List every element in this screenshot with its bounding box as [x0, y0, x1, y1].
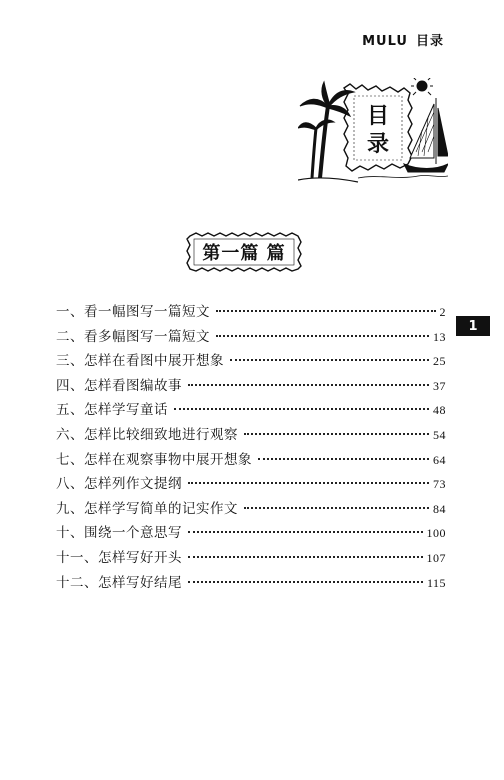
toc-dot-leader: [244, 507, 429, 509]
toc-entry-page: 64: [433, 452, 446, 467]
toc-entry-page: 54: [433, 427, 446, 442]
toc-entry-page: 73: [433, 477, 446, 492]
toc-entry[interactable]: [56, 497, 446, 522]
toc-dot-leader: [188, 482, 429, 484]
toc-entry-title: 十、围绕一个意思写: [56, 525, 182, 542]
toc-entry-page: 37: [433, 378, 446, 393]
toc-entry-title: 六、怎样比较细致地进行观察: [56, 426, 238, 443]
toc-entry[interactable]: [56, 571, 446, 596]
toc-entry-title: 一、看一幅图写一篇短文: [56, 304, 210, 320]
toc-entry[interactable]: [56, 398, 446, 423]
toc-dot-leader: [174, 408, 429, 410]
emblem-char-2: 录: [366, 132, 390, 157]
toc-entry-page: 115: [426, 575, 446, 590]
toc-dot-leader: [244, 433, 429, 435]
toc-entry-title: 七、怎样在观察事物中展开想象: [56, 451, 252, 468]
toc-entry[interactable]: [56, 349, 446, 374]
page-number-tab: 1: [456, 316, 490, 336]
emblem-char-1: 目: [366, 104, 390, 129]
toc-dot-leader: [188, 581, 423, 583]
running-header: [362, 30, 444, 49]
toc-entry[interactable]: [56, 374, 446, 399]
toc-entry-title: 三、怎样在看图中展开想象: [56, 353, 224, 370]
toc-entry-page: 2: [439, 305, 446, 319]
toc-dot-leader: [216, 310, 436, 312]
running-header-latin: MULU: [362, 34, 408, 49]
toc-entry-title: 十二、怎样写好结尾: [56, 574, 182, 591]
toc-entry-title: 五、怎样学写童话: [56, 402, 168, 419]
sun-icon: [411, 78, 433, 95]
toc-dot-leader: [230, 359, 429, 361]
toc-entry-page: 84: [433, 501, 446, 516]
toc-entry-title: 二、看多幅图写一篇短文: [56, 328, 210, 345]
toc-entry[interactable]: [56, 521, 446, 546]
toc-entry-page: 25: [433, 354, 446, 369]
running-header-chinese: 目录: [415, 34, 444, 49]
contents-emblem: [298, 78, 448, 186]
toc-dot-leader: [188, 556, 423, 558]
table-of-contents: [56, 300, 446, 595]
toc-entry-page: 100: [426, 526, 446, 541]
toc-entry-page: 48: [433, 403, 446, 418]
toc-entry-title: 十一、怎样写好开头: [56, 549, 182, 566]
toc-entry-page: 107: [426, 550, 446, 565]
toc-entry-title: 九、怎样学写简单的记实作文: [56, 500, 238, 517]
toc-entry[interactable]: [56, 448, 446, 473]
toc-entry[interactable]: [56, 546, 446, 571]
toc-dot-leader: [188, 384, 429, 386]
toc-entry-title: 八、怎样列作文提纲: [56, 476, 182, 493]
toc-entry[interactable]: [56, 472, 446, 497]
toc-dot-leader: [216, 335, 429, 337]
toc-entry-page: 13: [433, 329, 446, 344]
toc-dot-leader: [188, 531, 423, 533]
toc-entry-title: 四、怎样看图编故事: [56, 377, 182, 394]
toc-dot-leader: [258, 458, 429, 460]
toc-entry[interactable]: [56, 325, 446, 350]
toc-entry[interactable]: [56, 300, 446, 325]
toc-entry[interactable]: [56, 423, 446, 448]
section-title: 第一篇 篇: [202, 243, 286, 264]
